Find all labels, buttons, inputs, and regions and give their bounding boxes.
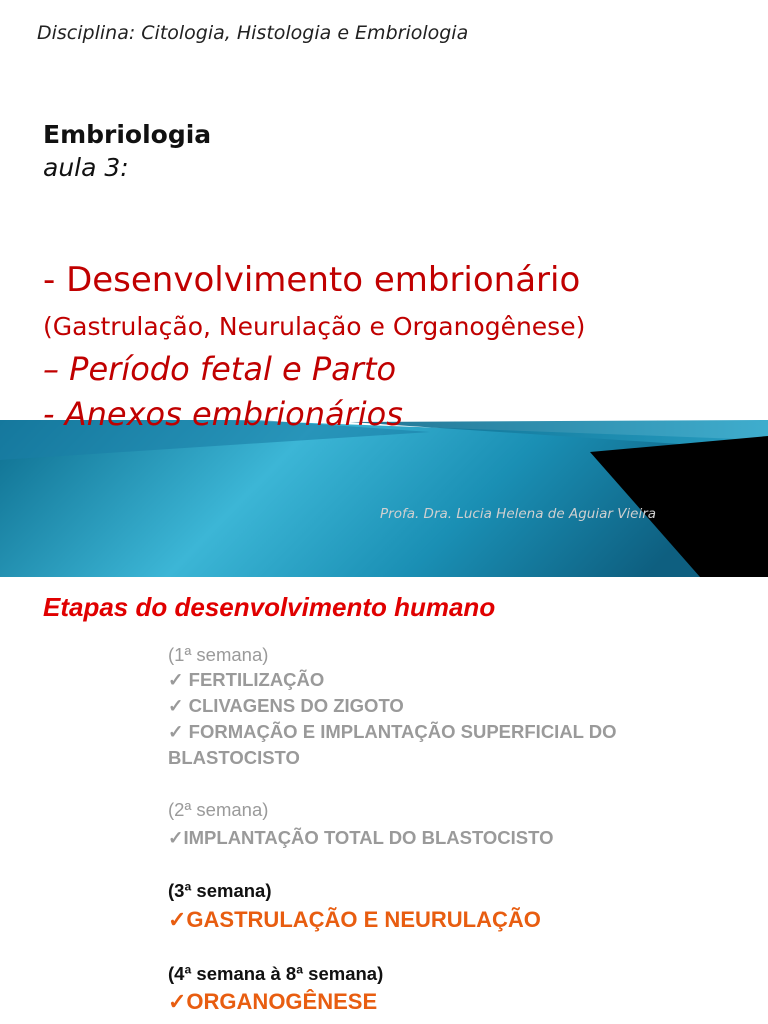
stages-title: Etapas do desenvolvimento humano <box>43 592 496 622</box>
professor-name: Profa. Dra. Lucia Helena de Aguiar Vieira <box>380 506 657 522</box>
list-item: ✓ FORMAÇÃO E IMPLANTAÇÃO SUPERFICIAL DO <box>168 721 617 742</box>
discipline-label: Disciplina: Citologia, Histologia e Embriologia <box>37 22 469 44</box>
slide-stages <box>0 577 768 1024</box>
week-4-8-label: (4ª semana à 8ª semana) <box>168 963 384 984</box>
topic-annexes: - Anexos embrionários <box>43 395 403 433</box>
list-item: ✓GASTRULAÇÃO E NEURULAÇÃO <box>168 907 541 932</box>
topic-fetal-period: – Período fetal e Parto <box>43 350 397 388</box>
list-item: BLASTOCISTO <box>168 747 300 768</box>
list-item: ✓ FERTILIZAÇÃO <box>168 669 325 690</box>
week-1-label: (1ª semana) <box>168 644 269 665</box>
week-2-label: (2ª semana) <box>168 799 269 820</box>
list-item: ✓ CLIVAGENS DO ZIGOTO <box>168 695 404 716</box>
list-item: ✓ORGANOGÊNESE <box>168 989 378 1014</box>
topic-subtitle: (Gastrulação, Neurulação e Organogênese) <box>43 312 586 341</box>
list-item: ✓IMPLANTAÇÃO TOTAL DO BLASTOCISTO <box>168 827 554 848</box>
week-3-label: (3ª semana) <box>168 880 272 901</box>
lecture-number: aula 3: <box>43 153 129 182</box>
lecture-title-main: Embriologia <box>43 120 212 149</box>
lecture-title <box>43 118 211 184</box>
topic-development: - Desenvolvimento embrionário <box>43 260 581 300</box>
